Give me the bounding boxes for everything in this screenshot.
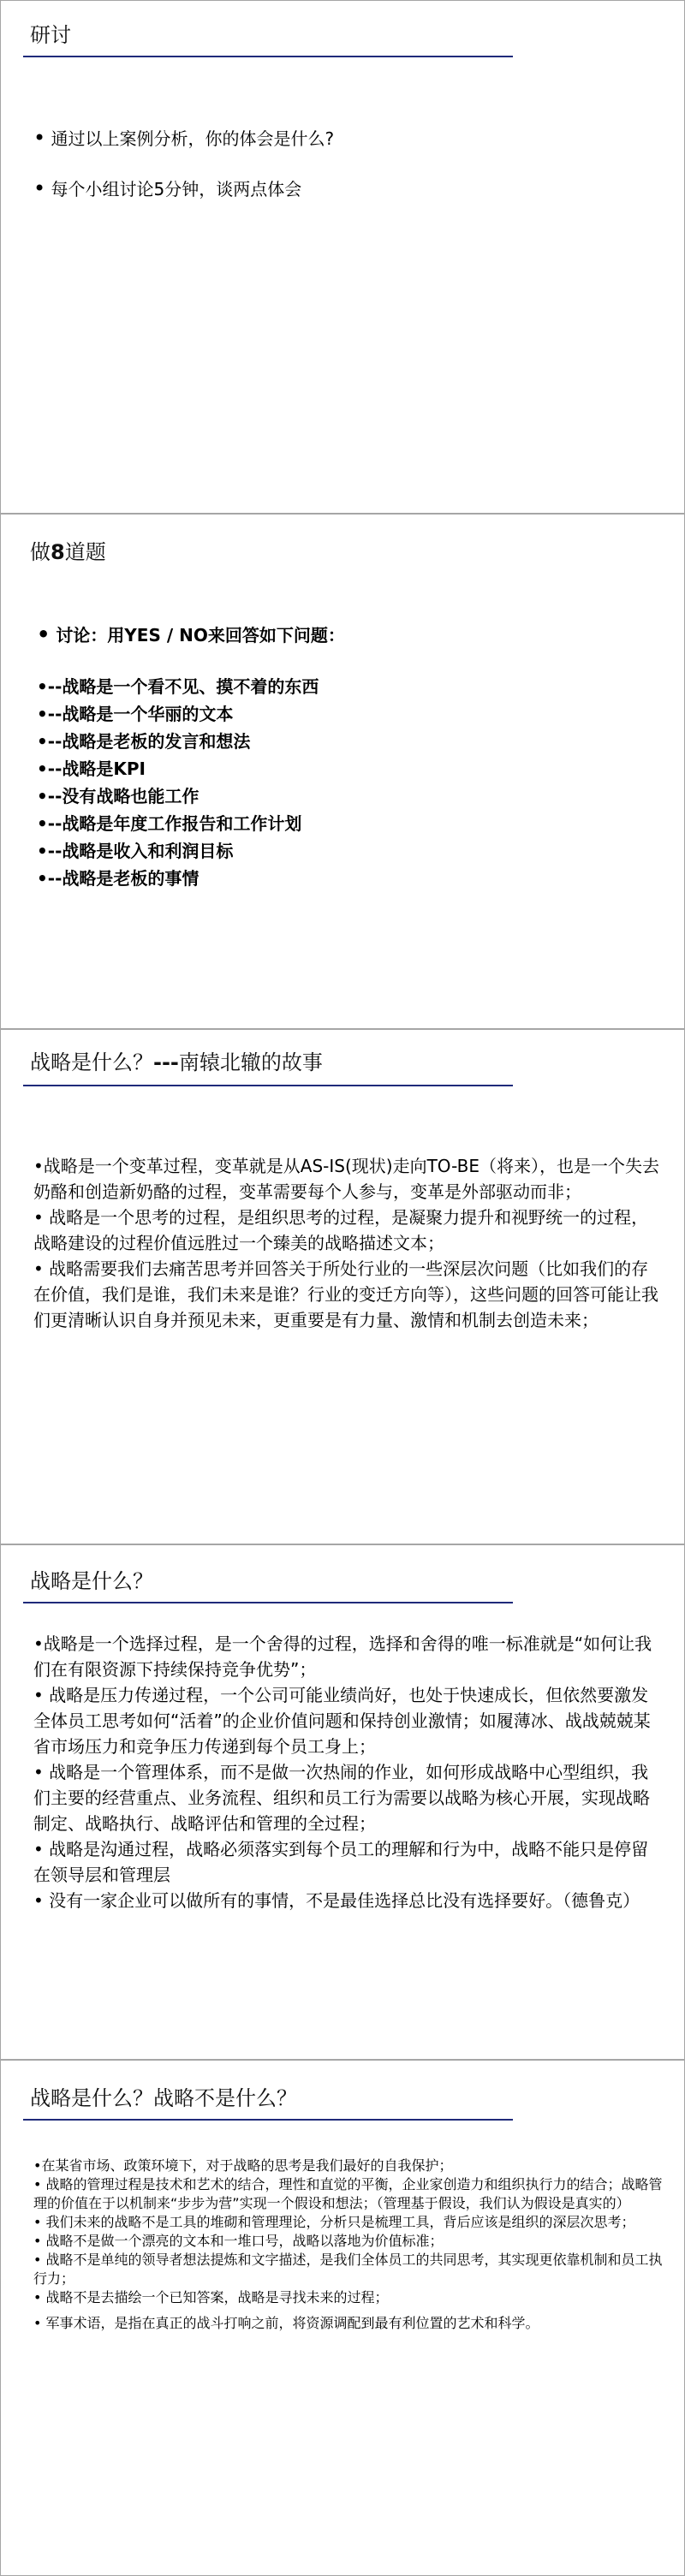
slide-1 [0,0,685,514]
slide-body [37,621,664,892]
title-underline [23,2119,513,2121]
slide-title: 战略是什么？---南辕北辙的故事 [30,1050,323,1074]
title-underline [23,56,513,57]
slide-body [33,2157,664,2333]
lead-item: • 讨论：用YES / NO来回答如下问题： [37,622,345,646]
bullet-icon: • [37,622,51,646]
slide-2 [0,514,685,1029]
list-item: •战略是一个选择过程，是一个舍得的过程，选择和舍得的唯一标准就是“如何让我们在有限资源下持续保持竞争优势”； [33,1633,652,1680]
list-item: • 战略不是单纯的领导者想法提炼和文字描述，是我们全体员工的共同思考，其实现更依靠机制和员工执行力； [33,2252,663,2287]
slide-body [33,126,664,201]
list-item: • 通过以上案例分析，你的体会是什么? [33,126,335,150]
list-item: • 没有一家企业可以做所有的事情，不是最佳选择总比没有选择要好。（德鲁克） [33,1890,640,1911]
slide-title: 做8道题 [30,540,106,564]
bullet-icon: • [33,176,46,200]
slide-5 [0,2060,685,2576]
list-item: • 战略不是去描绘一个已知答案，战略是寻找未来的过程； [33,2289,389,2305]
list-item: • 战略是压力传递过程，一个公司可能业绩尚好，也处于快速成长，但依然要激发全体员工思考如何“活着”的企业价值问题和保持创业激情；如履薄冰、战战兢兢某省市场压力和竞争压力传递到每个员工身上； [33,1685,651,1757]
list-item: • 每个小组讨论5分钟，谈两点体会 [33,176,302,200]
bullet-icon: • [33,126,46,150]
list-item: •战略是一个变革过程，变革就是从AS-IS(现状)走向TO-BE（将来），也是一个失去奶酪和创造新奶酪的过程，变革需要每个人参与，变革是外部驱动而非； [33,1156,659,1202]
list-item: •--战略是一个华丽的文本 [37,704,234,724]
list-item: • 战略需要我们去痛苦思考并回答关于所处行业的一些深层次问题（比如我们的存在价值，我们是谁，我们未来是谁？行业的变迁方向等），这些问题的回答可能让我们更清晰认识自身并预见未来，更重要是有力量、激情和机制去创造未来； [33,1258,658,1330]
slide-body [33,1631,664,1913]
title-underline [23,1602,513,1603]
list-item: •--战略是收入和利润目标 [37,841,234,861]
slide-title: 战略是什么？战略不是什么？ [30,2086,297,2110]
list-item: •--战略是年度工作报告和工作计划 [37,813,302,834]
slide-4 [0,1544,685,2060]
list-item: •--战略是老板的事情 [37,868,200,889]
list-item: •--战略是老板的发言和想法 [37,731,251,752]
list-item: • 军事术语，是指在真正的战斗打响之前，将资源调配到最有利位置的艺术和科学。 [33,2315,539,2331]
list-item: • 战略是沟通过程，战略必须落实到每个员工的理解和行为中，战略不能只是停留在领导层和管理层 [33,1839,649,1885]
list-item: • 战略是一个思考的过程，是组织思考的过程，是凝聚力提升和视野统一的过程，战略建设的过程价值远胜过一个臻美的战略描述文本； [33,1207,649,1253]
list-item: • 战略不是做一个漂亮的文本和一堆口号，战略以落地为价值标准； [33,2233,444,2249]
list-item: •在某省市场、政策环境下，对于战略的思考是我们最好的自我保护； [33,2157,453,2174]
slide-body [33,1153,664,1333]
list-item: •--战略是KPI [37,759,146,779]
list-item: •--战略是一个看不见、摸不着的东西 [37,676,319,697]
list-item: • 战略是一个管理体系，而不是做一次热闹的作业，如何形成战略中心型组织，我们主要的经营重点、业务流程、组织和员工行为需要以战略为核心开展，实现战略制定、战略执行、战略评估和管理的全过程； [33,1762,650,1834]
slide-title: 研讨 [30,23,71,47]
list-item: •--没有战略也能工作 [37,786,200,806]
list-item: • 我们未来的战略不是工具的堆砌和管理理论，分析只是梳理工具，背后应该是组织的深层次思考； [33,2214,635,2230]
slide-title: 战略是什么？ [30,1569,153,1593]
slide-3 [0,1029,685,1544]
title-underline [23,1085,513,1086]
list-item: • 战略的管理过程是技术和艺术的结合，理性和直觉的平衡，企业家创造力和组织执行力的结合；战略管理的价值在于以机制来“步步为营”实现一个假设和想法；（管理基于假设，我们认为假设是真实的） [33,2176,663,2211]
